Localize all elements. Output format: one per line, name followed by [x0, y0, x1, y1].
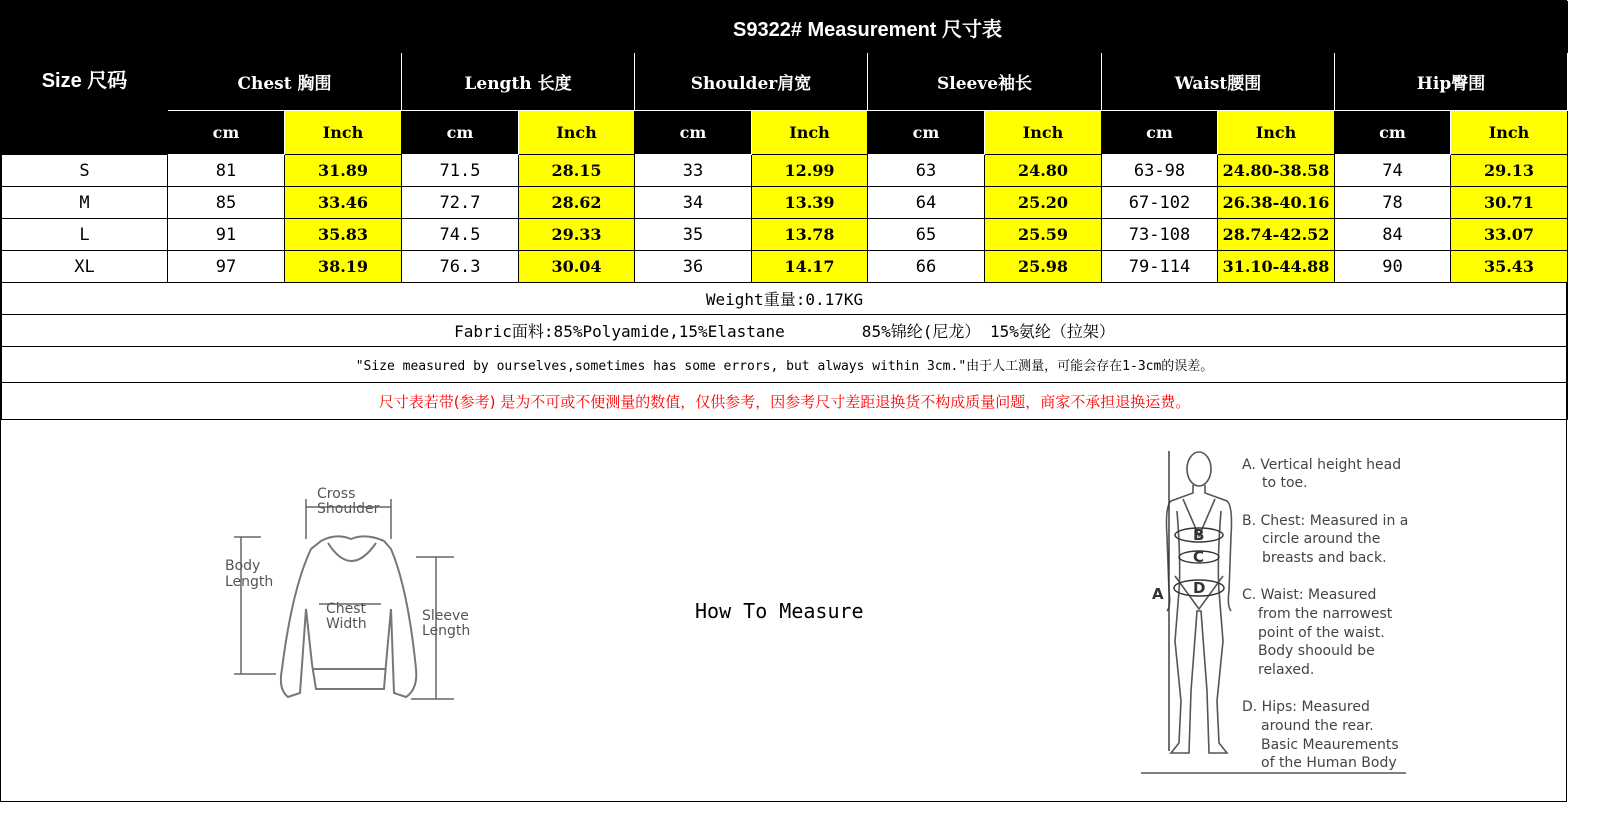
table-row [2, 251, 1568, 283]
sleeve-length-label: Sleeve [422, 608, 469, 624]
table-cell: 34 [635, 187, 752, 219]
table-cell: 35.43 [1451, 251, 1568, 283]
size-label: M [2, 187, 168, 219]
table-cell: 63-98 [1102, 155, 1218, 187]
marker-a: A [1152, 585, 1164, 603]
unit-cm: cm [635, 111, 752, 155]
note-d: of the Human Body [1261, 755, 1397, 771]
size-header: Size 尺码 [2, 2, 168, 155]
table-cell: 14.17 [752, 251, 868, 283]
note-d: D. Hips: Measured [1242, 699, 1370, 715]
chest-width-label: Chest [326, 601, 367, 617]
table-cell: 65 [868, 219, 985, 251]
note-c: Body shoould be [1258, 643, 1375, 659]
how-to-measure-title: How To Measure [695, 599, 864, 623]
table-cell: 85 [168, 187, 285, 219]
table-cell: 25.98 [985, 251, 1102, 283]
group-sleeve: Sleeve袖长 [868, 53, 1102, 111]
unit-inch: Inch [752, 111, 868, 155]
cross-shoulder-label: Cross [317, 486, 356, 502]
table-cell: 90 [1335, 251, 1451, 283]
table-cell: 29.33 [519, 219, 635, 251]
table-cell: 28.15 [519, 155, 635, 187]
weight-note: Weight重量:0.17KG [2, 283, 1568, 315]
table-row [2, 187, 1568, 219]
sweater-diagram [216, 479, 486, 714]
note-d: Basic Meaurements [1261, 737, 1399, 753]
table-cell: 74 [1335, 155, 1451, 187]
table-cell: 35 [635, 219, 752, 251]
table-cell: 35.83 [285, 219, 402, 251]
sleeve-length-label: Length [422, 623, 471, 639]
unit-cm: cm [868, 111, 985, 155]
table-cell: 31.10-44.88 [1218, 251, 1335, 283]
fabric-note: Fabric面料:85%Polyamide,15%Elastane 85%锦纶(尼龙） 15%氨纶（拉架） [2, 315, 1568, 347]
unit-inch: Inch [519, 111, 635, 155]
unit-inch: Inch [1218, 111, 1335, 155]
table-cell: 63 [868, 155, 985, 187]
group-waist: Waist腰围 [1102, 53, 1335, 111]
table-cell: 66 [868, 251, 985, 283]
unit-cm: cm [1102, 111, 1218, 155]
note-b: B. Chest: Measured in a [1242, 513, 1409, 529]
table-cell: 84 [1335, 219, 1451, 251]
table-title: S9322# Measurement 尺寸表 [168, 2, 1568, 53]
note-b: breasts and back. [1262, 550, 1387, 566]
table-cell: 33 [635, 155, 752, 187]
table-cell: 81 [168, 155, 285, 187]
table-cell: 12.99 [752, 155, 868, 187]
table-cell: 38.19 [285, 251, 402, 283]
group-shoulder: Shoulder肩宽 [635, 53, 868, 111]
group-chest: Chest 胸围 [168, 53, 402, 111]
note-a: A. Vertical height head [1242, 457, 1402, 473]
unit-cm: cm [1335, 111, 1451, 155]
table-cell: 30.04 [519, 251, 635, 283]
table-cell: 28.74-42.52 [1218, 219, 1335, 251]
table-cell: 91 [168, 219, 285, 251]
table-cell: 24.80 [985, 155, 1102, 187]
disclaimer-note: 尺寸表若带(参考) 是为不可或不便测量的数值，仅供参考，因参考尺寸差距退换货不构成质量问题，商家不承担退换运费。 [2, 383, 1568, 420]
table-cell: 29.13 [1451, 155, 1568, 187]
size-table [1, 1, 1568, 420]
note-a: to toe. [1262, 475, 1308, 491]
table-cell: 33.46 [285, 187, 402, 219]
table-cell: 25.20 [985, 187, 1102, 219]
table-cell: 72.7 [402, 187, 519, 219]
table-cell: 13.78 [752, 219, 868, 251]
note-d: around the rear. [1261, 718, 1374, 734]
table-cell: 79-114 [1102, 251, 1218, 283]
table-cell: 30.71 [1451, 187, 1568, 219]
table-cell: 73-108 [1102, 219, 1218, 251]
table-cell: 24.80-38.58 [1218, 155, 1335, 187]
unit-cm: cm [402, 111, 519, 155]
marker-b: B [1193, 526, 1205, 544]
table-cell: 13.39 [752, 187, 868, 219]
size-label: S [2, 155, 168, 187]
size-label: XL [2, 251, 168, 283]
unit-inch: Inch [1451, 111, 1568, 155]
chest-width-label: Width [326, 616, 367, 632]
body-measurement-diagram [1131, 441, 1421, 781]
unit-cm: cm [168, 111, 285, 155]
group-length: Length 长度 [402, 53, 635, 111]
table-cell: 31.89 [285, 155, 402, 187]
table-cell: 97 [168, 251, 285, 283]
table-cell: 76.3 [402, 251, 519, 283]
table-cell: 28.62 [519, 187, 635, 219]
table-cell: 36 [635, 251, 752, 283]
table-row [2, 219, 1568, 251]
table-cell: 64 [868, 187, 985, 219]
note-c: point of the waist. [1258, 625, 1385, 641]
table-cell: 71.5 [402, 155, 519, 187]
group-hip: Hip臀围 [1335, 53, 1568, 111]
table-cell: 33.07 [1451, 219, 1568, 251]
size-label: L [2, 219, 168, 251]
table-cell: 78 [1335, 187, 1451, 219]
unit-inch: Inch [285, 111, 402, 155]
note-c: relaxed. [1258, 662, 1315, 678]
note-c: from the narrowest [1258, 606, 1393, 622]
table-row [2, 155, 1568, 187]
table-cell: 25.59 [985, 219, 1102, 251]
note-b: circle around the [1262, 531, 1381, 547]
table-cell: 74.5 [402, 219, 519, 251]
table-cell: 67-102 [1102, 187, 1218, 219]
body-length-label: Length [225, 574, 274, 590]
note-c: C. Waist: Measured [1242, 587, 1377, 603]
measurement-error-note: "Size measured by ourselves,sometimes has some errors, but always within 3cm."由于人工测量，可能会存在1-3cm的误差。 [2, 347, 1568, 383]
marker-c: C [1193, 548, 1205, 566]
unit-inch: Inch [985, 111, 1102, 155]
table-cell: 26.38-40.16 [1218, 187, 1335, 219]
marker-d: D [1193, 579, 1206, 597]
body-length-label: Body [225, 558, 261, 574]
cross-shoulder-label: Shoulder [317, 501, 380, 517]
